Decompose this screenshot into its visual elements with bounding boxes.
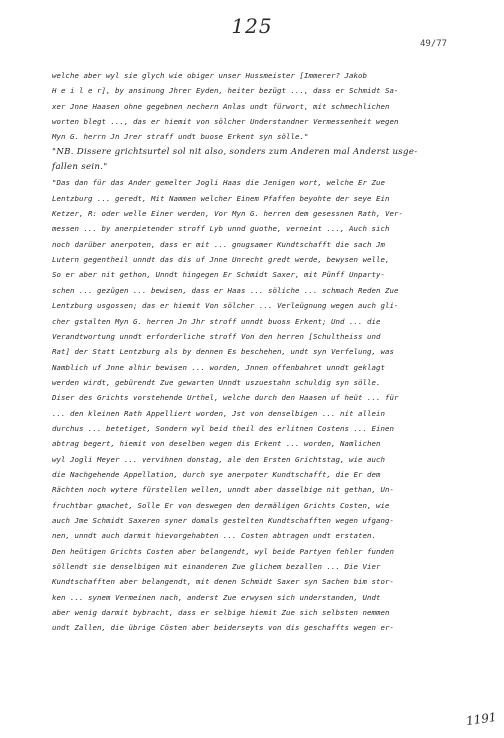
text-line: abtrag begert, hiemit von deselben wegen dis Erkent ... worden, Namlichen xyxy=(52,439,381,449)
text-line: messen ... by anerpietender stroff Lyb unnd guothe, verneint ..., Auch sich xyxy=(52,224,390,234)
text-line: fruchtbar gmachet, Solle Er von deswegen den dermäligen Grichts Costen, wie xyxy=(52,500,390,510)
text-line: H e i l e r], by ansinung Jhrer Eyden, heiter bezügt ..., dass er Schmidt Sa- xyxy=(52,86,399,96)
text-line: nen, unndt auch darmit hievorgehabten ... Costen abtragen undt erstaten. xyxy=(52,531,376,541)
text-line: Lentzburg ... geredt, Mit Nammen welcher Einem Pfaffen beyohte der seye Ein xyxy=(52,193,390,203)
text-line: Diser des Grichts vorstehende Urthel, welche durch den Haasen uf heüt ... für xyxy=(52,393,399,403)
text-line: wyl Jogli Meyer ... vervihnen donstag, ale den Ersten Grichtstag, wie auch xyxy=(52,454,385,464)
text-line: Ketzer, R: oder welle Einer werden, Vor Myn G. herren dem gesessnen Rath, Ver- xyxy=(52,209,403,219)
text-line: Myn G. herrn Jn Jrer straff undt buose Erkent syn sölle." xyxy=(52,132,309,142)
text-line: cher gstalten Myn G. herren Jn Jhr stroff unndt buoss Erkent; Und ... die xyxy=(52,316,381,326)
text-line: "Das dan für das Ander gemelter Jogli Haas die Jenigen wort, welche Er Zue xyxy=(52,178,385,188)
text-line: Lentzburg usgossen; das er hiemit Von sölcher ... Verleügnung wegen auch gli- xyxy=(52,301,399,311)
text-line: xer Jnne Haasen ohne gegebnen nechern Anlas undt fürwort, mit schmechlichen xyxy=(52,101,390,111)
text-line: werden wirdt, gebürendt Zue gewarten Unndt uszuestahn schuldig syn sölle. xyxy=(52,377,381,387)
text-line: die Nachgehende Appellation, durch sye anerpoter Kundtschafft, die Er dem xyxy=(52,469,381,479)
handwritten-folio-mark: 1191 xyxy=(465,709,498,729)
page-number: 125 xyxy=(231,14,273,38)
text-line: auch Jme Schmidt Saxeren syner domals gestelten Kundtschafften wegen ufgang- xyxy=(52,515,394,525)
text-line: ken ... synem Vermeinen nach, anderst Zue erwysen sich understanden, Undt xyxy=(52,592,381,602)
text-line: aber wenig darmit bybracht, dass er selbige hiemit Zue sich selbsten nemmen xyxy=(52,608,390,618)
reference-number: 49/77 xyxy=(420,39,448,49)
text-line: undt Zallen, die übrige Cösten aber beiderseyts von dis geschaffts wegen er- xyxy=(52,623,394,633)
text-line: worten blegt ..., das er hiemit von sölcher Understandner Vermessenheit wegen xyxy=(52,117,399,127)
text-line: So er aber nit gethon, Unndt hingegen Er Schmidt Saxer, mit Pünff Unparty- xyxy=(52,270,385,280)
text-line: Kundtschafften aber belangendt, mit denen Schmidt Saxer syn Sachen bim stor- xyxy=(52,577,394,587)
text-line: noch darüber anerpoten, dass er mit ... gnugsamer Kundtschafft die sach Jm xyxy=(52,239,385,249)
annotation-line: "NB. Dissere grichtsurtel sol nit also, sonders zum Anderen mal Anderst usge- xyxy=(52,146,418,157)
text-line: schen ... gezügen ... bewisen, dass er Haas ... söliche ... schmach Reden Zue xyxy=(52,285,399,295)
document-body xyxy=(52,68,476,636)
text-line: Lutern gegentheil unndt das dis uf Jnne Unrecht gredt werde, bewysen welle, xyxy=(52,255,390,265)
text-line: Verandtwortung unndt erforderliche stroff Von den herren [Schultheiss und xyxy=(52,331,381,341)
text-line: ... den kleinen Rath Appelliert worden, Jst von denselbigen ... nit allein xyxy=(52,408,385,418)
text-line: Rächten noch wytere fürstellen wellen, unndt aber dasselbige nit gethan, Un- xyxy=(52,485,394,495)
text-line: Rat] der Statt Lentzburg als by dennen Es beschehen, undt syn Verfelung, was xyxy=(52,347,394,357)
annotation-line: fallen sein." xyxy=(52,162,108,173)
text-line: söllendt sie denselbigen mit einanderen Zue glichem bezallen ... Die Vier xyxy=(52,562,381,571)
text-line: durchus ... betetiget, Sondern wyl beid theil des erlitnen Costens ... Einen xyxy=(52,423,394,433)
text-line: Namblich uf Jnne alhir bewisen ... worden, Jnnen offenbahret unndt geklagt xyxy=(52,362,385,372)
text-line: welche aber wyl sie glych wie obiger unser Hussmeister [Immerer? Jakob xyxy=(52,71,367,80)
text-line: Den heütigen Grichts Costen aber belangendt, wyl beide Partyen fehler funden xyxy=(52,546,394,556)
